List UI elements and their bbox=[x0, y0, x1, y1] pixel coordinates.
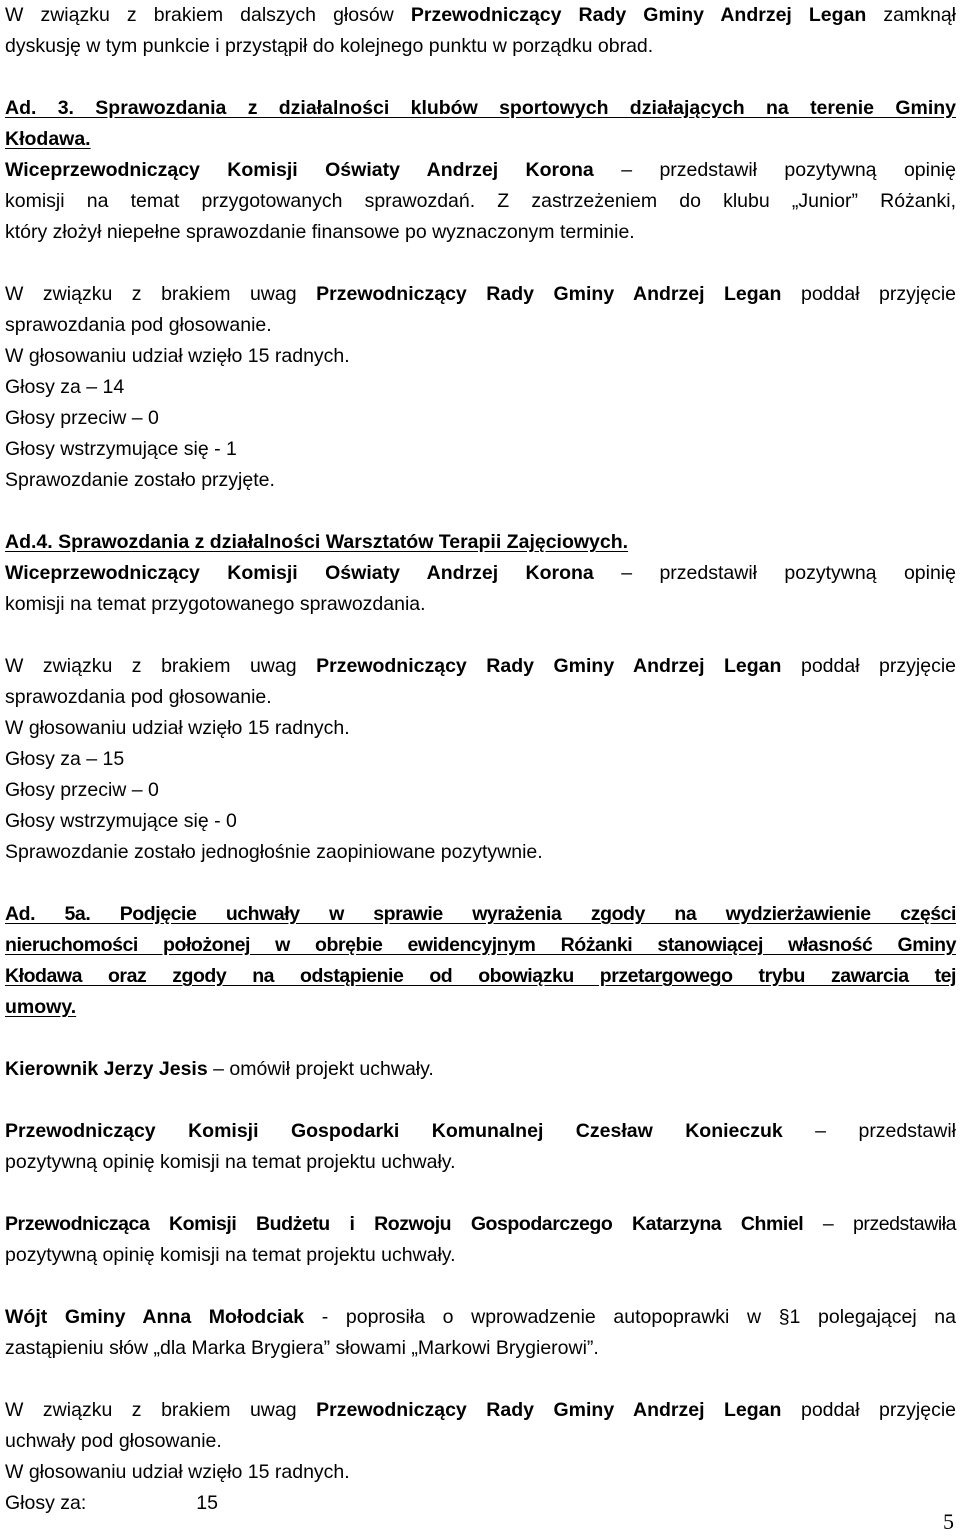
ad5a-manager-note: Kierownik Jerzy Jesis – omówił projekt uchwały. bbox=[5, 1058, 434, 1080]
ad4-vote-intro-cont: sprawozdania pod głosowanie. bbox=[5, 686, 272, 708]
ad3-votes-against: Głosy przeciw – 0 bbox=[5, 407, 159, 429]
ad4-votes-abstain: Głosy wstrzymujące się - 0 bbox=[5, 810, 237, 832]
ad3-opinion-line-3: który złożył niepełne sprawozdanie finansowe po wyznaczonym terminie. bbox=[5, 221, 635, 243]
ad4-vote-intro: W związku z brakiem uwag Przewodniczący Rady Gminy Andrzej Legan poddał przyjęcie bbox=[5, 655, 957, 677]
ad5a-votes-for: Głosy za: 15 bbox=[5, 1492, 218, 1514]
ad5a-gk-opinion-cont: pozytywną opinię komisji na temat projektu uchwały. bbox=[5, 1151, 456, 1173]
ad5a-mayor-request: Wójt Gminy Anna Mołodciak - poprosiła o wprowadzenie autopoprawki w §1 polegającej na bbox=[5, 1306, 956, 1328]
intro-line-2: dyskusję w tym punkcie i przystąpił do kolejnego punktu w porządku obrad. bbox=[5, 35, 654, 57]
ad3-opinion-line-1: Wiceprzewodniczący Komisji Oświaty Andrzej Korona – przedstawił pozytywną opinię bbox=[5, 159, 956, 181]
document-page bbox=[5, 0, 956, 1519]
ad4-result: Sprawozdanie zostało jednogłośnie zaopiniowane pozytywnie. bbox=[5, 841, 543, 863]
ad4-votes-against: Głosy przeciw – 0 bbox=[5, 779, 159, 801]
ad5a-gk-opinion: Przewodniczący Komisji Gospodarki Komunalnej Czesław Konieczuk – przedstawił bbox=[5, 1120, 957, 1142]
ad3-votes-for: Głosy za – 14 bbox=[5, 376, 125, 398]
page-number: 5 bbox=[943, 1509, 954, 1534]
ad4-opinion-line-1: Wiceprzewodniczący Komisji Oświaty Andrzej Korona – przedstawił pozytywną opinię bbox=[5, 562, 956, 584]
ad3-result: Sprawozdanie zostało przyjęte. bbox=[5, 469, 275, 491]
ad5a-budget-opinion: Przewodnicząca Komisji Budżetu i Rozwoju Gospodarczego Katarzyna Chmiel – przedstawiła bbox=[5, 1213, 956, 1235]
ad3-vote-intro-cont: sprawozdania pod głosowanie. bbox=[5, 314, 272, 336]
ad5a-mayor-request-cont: zastąpieniu słów „dla Marka Brygiera” słowami „Markowi Brygierowi”. bbox=[5, 1337, 599, 1359]
ad4-opinion-line-2: komisji na temat przygotowanego sprawozdania. bbox=[5, 593, 426, 615]
ad5a-heading-line-1: Ad. 5a. Podjęcie uchwały w sprawie wyrażenia zgody na wydzierżawienie części bbox=[5, 903, 956, 925]
ad3-heading-cont: Kłodawa. bbox=[5, 128, 91, 150]
ad5a-vote-intro: W związku z brakiem uwag Przewodniczący Rady Gminy Andrzej Legan poddał przyjęcie bbox=[5, 1399, 957, 1421]
ad4-participation: W głosowaniu udział wzięło 15 radnych. bbox=[5, 717, 350, 739]
ad3-opinion-line-2: komisji na temat przygotowanych sprawozdań. Z zastrzeżeniem do klubu „Junior” Różanki, bbox=[5, 190, 956, 212]
ad5a-budget-opinion-cont: pozytywną opinię komisji na temat projektu uchwały. bbox=[5, 1244, 456, 1266]
ad5a-heading-line-4: umowy. bbox=[5, 996, 77, 1018]
ad5a-heading-line-2: nieruchomości położonej w obrębie ewidencyjnym Różanki stanowiącej własność Gminy bbox=[5, 934, 956, 956]
ad3-vote-intro: W związku z brakiem uwag Przewodniczący Rady Gminy Andrzej Legan poddał przyjęcie bbox=[5, 283, 957, 305]
ad5a-participation: W głosowaniu udział wzięło 15 radnych. bbox=[5, 1461, 350, 1483]
ad4-heading: Ad.4. Sprawozdania z działalności Warsztatów Terapii Zajęciowych. bbox=[5, 531, 629, 553]
ad4-votes-for: Głosy za – 15 bbox=[5, 748, 125, 770]
ad3-votes-abstain: Głosy wstrzymujące się - 1 bbox=[5, 438, 237, 460]
ad5a-heading-line-3: Kłodawa oraz zgody na odstąpienie od obowiązku przetargowego trybu zawarcia tej bbox=[5, 965, 956, 987]
ad5a-vote-intro-cont: uchwały pod głosowanie. bbox=[5, 1430, 222, 1452]
intro-line-1: W związku z brakiem dalszych głosów Przewodniczący Rady Gminy Andrzej Legan zamknął bbox=[5, 4, 957, 26]
ad3-heading: Ad. 3. Sprawozdania z działalności klubów sportowych działających na terenie Gminy bbox=[5, 97, 956, 119]
ad3-participation: W głosowaniu udział wzięło 15 radnych. bbox=[5, 345, 350, 367]
